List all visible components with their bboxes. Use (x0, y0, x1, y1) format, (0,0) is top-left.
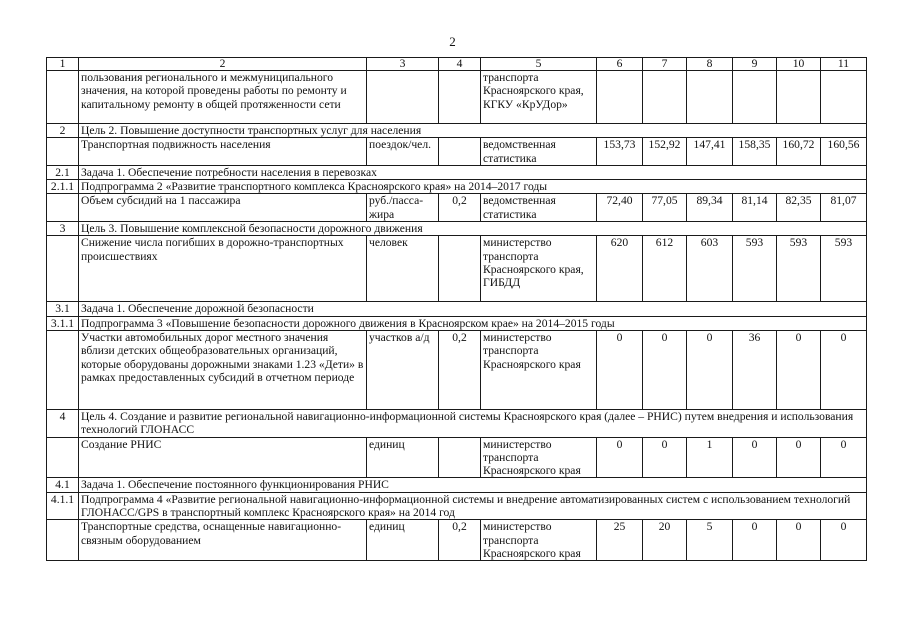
section-title: Подпрограмма 3 «Повышение безопасности дорожного движения в Красноярском крае» на 2014–2015 годы (79, 316, 867, 330)
row-number (47, 194, 79, 222)
section-title: Цель 4. Создание и развитие региональной навигационно-информационной системы Красноярского края (далее – РНИС) путем внедрения и использования технологий ГЛОНАСС (79, 409, 867, 437)
indicator-name: Создание РНИС (79, 437, 367, 478)
value-cell: 0 (687, 330, 733, 409)
page-number: 2 (449, 34, 456, 49)
header-cell: 10 (777, 58, 821, 71)
indicator-row (47, 71, 867, 124)
row-number (47, 71, 79, 124)
value-cell: 81,07 (821, 194, 867, 222)
value-cell: 77,05 (643, 194, 687, 222)
section-row (47, 302, 867, 316)
unit: руб./пасса-жира (367, 194, 439, 222)
value-cell: 1 (687, 437, 733, 478)
row-number: 4 (47, 409, 79, 437)
value-cell: 0 (643, 437, 687, 478)
row-number (47, 236, 79, 302)
indicator-row (47, 138, 867, 166)
value-cell: 0 (821, 437, 867, 478)
row-number (47, 437, 79, 478)
data-source: ведомственная статистика (481, 138, 597, 166)
indicator-row (47, 520, 867, 561)
weight: 0,2 (439, 520, 481, 561)
data-source: транспорта Красноярского края, КГКУ «КрУДор» (481, 71, 597, 124)
value-cell: 25 (597, 520, 643, 561)
value-cell: 153,73 (597, 138, 643, 166)
indicator-row (47, 194, 867, 222)
header-cell: 2 (79, 58, 367, 71)
indicator-row (47, 437, 867, 478)
weight (439, 437, 481, 478)
unit (367, 71, 439, 124)
value-cell: 0 (777, 330, 821, 409)
section-row (47, 124, 867, 138)
value-cell (643, 71, 687, 124)
data-source: министерство транспорта Красноярского края (481, 330, 597, 409)
value-cell: 0 (597, 330, 643, 409)
value-cell: 20 (643, 520, 687, 561)
indicator-name: Объем субсидий на 1 пассажира (79, 194, 367, 222)
weight (439, 138, 481, 166)
value-cell: 593 (821, 236, 867, 302)
value-cell: 0 (733, 520, 777, 561)
section-title: Цель 2. Повышение доступности транспортных услуг для населения (79, 124, 867, 138)
value-cell: 147,41 (687, 138, 733, 166)
weight (439, 71, 481, 124)
row-number (47, 330, 79, 409)
section-title: Подпрограмма 4 «Развитие региональной навигационно-информационной системы и внедрение автоматизированных систем с использованием технологий ГЛОНАСС/GPS в транспортный комплекс Красноярского края» на 2014 год (79, 492, 867, 520)
section-title: Задача 1. Обеспечение дорожной безопасности (79, 302, 867, 316)
header-cell: 5 (481, 58, 597, 71)
section-row (47, 478, 867, 492)
row-number: 4.1 (47, 478, 79, 492)
indicator-row (47, 330, 867, 409)
row-number: 3.1 (47, 302, 79, 316)
value-cell: 0 (733, 437, 777, 478)
section-row (47, 180, 867, 194)
section-row (47, 316, 867, 330)
unit: единиц (367, 520, 439, 561)
value-cell: 612 (643, 236, 687, 302)
value-cell (821, 71, 867, 124)
unit: единиц (367, 437, 439, 478)
header-cell: 8 (687, 58, 733, 71)
row-number: 3 (47, 222, 79, 236)
section-title: Задача 1. Обеспечение постоянного функционирования РНИС (79, 478, 867, 492)
value-cell: 0 (821, 520, 867, 561)
value-cell: 36 (733, 330, 777, 409)
indicator-row (47, 236, 867, 302)
data-source: министерство транспорта Красноярского края (481, 520, 597, 561)
data-source: министерство транспорта Красноярского края (481, 437, 597, 478)
unit: поездок/чел. (367, 138, 439, 166)
indicator-name: пользования регионального и межмуниципального значения, на которой проведены работы по ремонту и капитальному ремонту в общей протяженности сети (79, 71, 367, 124)
value-cell (733, 71, 777, 124)
unit: участков а/д (367, 330, 439, 409)
value-cell: 0 (643, 330, 687, 409)
header-cell: 11 (821, 58, 867, 71)
row-number: 3.1.1 (47, 316, 79, 330)
value-cell: 152,92 (643, 138, 687, 166)
section-row (47, 492, 867, 520)
row-number: 2.1 (47, 165, 79, 179)
indicator-name: Участки автомобильных дорог местного значения вблизи детских общеобразовательных организаций, которые оборудованы дорожными знаками 1.23 «Дети» в рамках предоставленных субсидий в отчетном периоде (79, 330, 367, 409)
data-source: ведомственная статистика (481, 194, 597, 222)
row-number: 2 (47, 124, 79, 138)
value-cell: 89,34 (687, 194, 733, 222)
value-cell: 160,72 (777, 138, 821, 166)
weight: 0,2 (439, 194, 481, 222)
value-cell: 0 (777, 437, 821, 478)
weight: 0,2 (439, 330, 481, 409)
value-cell: 603 (687, 236, 733, 302)
data-source: министерство транспорта Красноярского края, ГИБДД (481, 236, 597, 302)
header-cell: 3 (367, 58, 439, 71)
value-cell: 158,35 (733, 138, 777, 166)
indicators-table (46, 57, 867, 561)
unit: человек (367, 236, 439, 302)
value-cell: 620 (597, 236, 643, 302)
value-cell: 81,14 (733, 194, 777, 222)
value-cell: 593 (777, 236, 821, 302)
value-cell (597, 71, 643, 124)
section-row (47, 409, 867, 437)
weight (439, 236, 481, 302)
header-cell: 7 (643, 58, 687, 71)
value-cell: 82,35 (777, 194, 821, 222)
header-row (47, 58, 867, 71)
value-cell: 0 (821, 330, 867, 409)
header-cell: 6 (597, 58, 643, 71)
indicator-name: Снижение числа погибших в дорожно-транспортных происшествиях (79, 236, 367, 302)
section-row (47, 165, 867, 179)
section-row (47, 222, 867, 236)
value-cell: 72,40 (597, 194, 643, 222)
row-number: 2.1.1 (47, 180, 79, 194)
indicator-name: Транспортные средства, оснащенные навигационно-связным оборудованием (79, 520, 367, 561)
value-cell: 0 (777, 520, 821, 561)
row-number: 4.1.1 (47, 492, 79, 520)
header-cell: 1 (47, 58, 79, 71)
value-cell (687, 71, 733, 124)
row-number (47, 138, 79, 166)
value-cell: 160,56 (821, 138, 867, 166)
value-cell: 5 (687, 520, 733, 561)
value-cell: 593 (733, 236, 777, 302)
header-cell: 4 (439, 58, 481, 71)
indicator-name: Транспортная подвижность населения (79, 138, 367, 166)
section-title: Подпрограмма 2 «Развитие транспортного комплекса Красноярского края» на 2014–2017 годы (79, 180, 867, 194)
header-cell: 9 (733, 58, 777, 71)
section-title: Цель 3. Повышение комплексной безопасности дорожного движения (79, 222, 867, 236)
value-cell: 0 (597, 437, 643, 478)
value-cell (777, 71, 821, 124)
row-number (47, 520, 79, 561)
section-title: Задача 1. Обеспечение потребности населения в перевозках (79, 165, 867, 179)
